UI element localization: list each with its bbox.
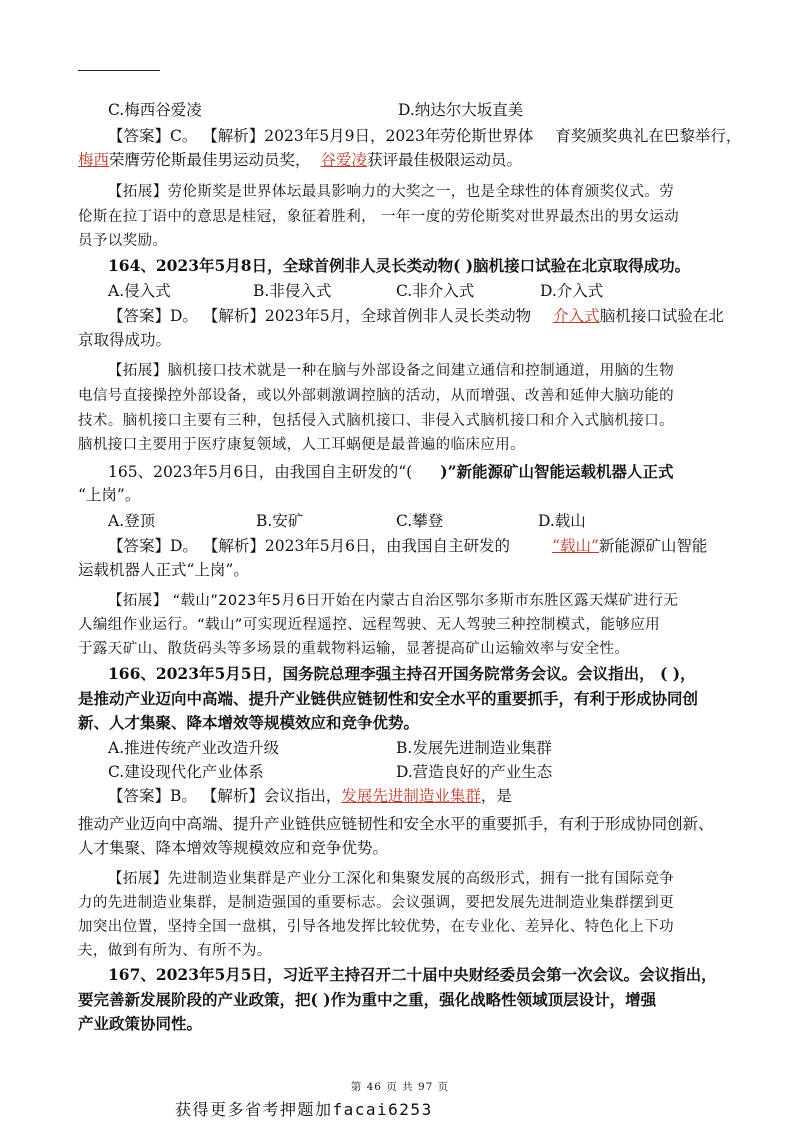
q165-extension: 人编组作业运行。“载山”可实现近程遥控、远程驾驶、无人驾驶三种控制模式，能够应用 bbox=[78, 617, 661, 633]
promo-text: 获得更多省考押题加facai6253 bbox=[175, 1100, 433, 1119]
q164-extension: 技术。脑机接口主要有三种，包括侵入式脑机接口、非侵入式脑机接口和介入式脑机接口。 bbox=[78, 413, 674, 429]
q166-question: 是推动产业迈向中高端、提升产业链供应链韧性和安全水平的重要抓手，有利于形成协同创 bbox=[78, 689, 699, 708]
q166-answer-line3: 人才集聚、降本增效等规模效应和竞争优势。 bbox=[78, 839, 389, 857]
q163-extension: 【拓展】劳伦斯奖是世界体坛最具影响力的大奖之一，也是全球性的体育颁奖仪式。劳 bbox=[108, 184, 675, 200]
option-c: C.非介入式 bbox=[396, 282, 475, 300]
option-b: B.发展先进制造业集群 bbox=[396, 739, 552, 757]
highlight-answer: 梅西 bbox=[78, 151, 110, 169]
q165-question-line2: “上岗”。 bbox=[78, 486, 141, 504]
q164-question: 164、2023年5月8日，全球首例非人灵长类动物( )脑机接口试验在北京取得成功。 bbox=[108, 256, 691, 275]
q166-answer-line1: 【答案】B。 【解析】会议指出，发展先进制造业集群，是 bbox=[108, 787, 512, 805]
option-c: C.建设现代化产业体系 bbox=[108, 763, 264, 781]
q166-answer-line2: 推动产业迈向中高端、提升产业链供应链韧性和安全水平的重要抓手，有利于形成协同创新、 bbox=[78, 815, 714, 833]
q165-question-line1: 165、2023年5月6日，由我国自主研发的“( )”新能源矿山智能运载机器人正式 bbox=[108, 462, 674, 481]
option-b: B.安矿 bbox=[256, 512, 304, 530]
q165-extension: 于露天矿山、散货码头等多场景的重载物料运输，显著提高矿山运输效率与安全性。 bbox=[78, 641, 630, 657]
q164-extension: 【拓展】脑机接口技术就是一种在脑与外部设备之间建立通信和控制通道，用脑的生物 bbox=[108, 363, 675, 379]
highlight-answer: 发展先进制造业集群 bbox=[341, 787, 481, 805]
q165-extension: 【拓展】 “载山”2023年5月6日开始在内蒙古自治区鄂尔多斯市东胜区露天煤矿进行无 bbox=[108, 593, 679, 609]
option-b: B.非侵入式 bbox=[253, 282, 332, 300]
q164-answer-line2: 京取得成功。 bbox=[78, 331, 172, 349]
option-d: D.营造良好的产业生态 bbox=[396, 763, 553, 781]
q164-answer-line1: 【答案】D。 【解析】2023年5月，全球首例非人灵长类动物 介入式脑机接口试验在北 bbox=[108, 307, 724, 325]
q166-extension: 夫，做到有所为、有所不为。 bbox=[78, 943, 272, 959]
q167-question: 167、2023年5月5日，习近平主持召开二十届中央财经委员会第一次会议。会议指出， bbox=[108, 965, 717, 984]
option-d: D.载山 bbox=[538, 512, 586, 530]
q166-question: 新、人才集聚、降本增效等规模效应和竞争优势。 bbox=[78, 713, 420, 732]
option-a: A.登顶 bbox=[108, 512, 156, 530]
q166-extension: 力的先进制造业集群，是制造强国的重要标志。会议强调，要把发展先进制造业集群摆到更 bbox=[78, 895, 674, 911]
option-c: C.攀登 bbox=[396, 512, 444, 530]
q164-extension: 脑机接口主要用于医疗康复领域，人工耳蜗便是最普遍的临床应用。 bbox=[78, 437, 525, 453]
option-a: A.侵入式 bbox=[108, 282, 171, 300]
highlight-answer: “载山” bbox=[552, 537, 599, 555]
q167-question: 要完善新发展阶段的产业政策，把( )作为重中之重，强化战略性领域顶层设计，增强 bbox=[78, 990, 657, 1009]
q167-question: 产业政策协同性。 bbox=[78, 1014, 203, 1033]
header-rule bbox=[78, 70, 160, 71]
q165-answer-line1: 【答案】D。 【解析】2023年5月6日，由我国自主研发的 “载山”新能源矿山智能 bbox=[108, 537, 708, 555]
q165-answer-line2: 运载机器人正式“上岗”。 bbox=[78, 561, 249, 579]
q166-extension: 加突出位置，坚持全国一盘棋，引导各地发挥比较优势，在专业化、差异化、特色化上下功 bbox=[78, 919, 674, 935]
option-d: D.介入式 bbox=[540, 282, 604, 300]
page-number: 第 46 页 共 97 页 bbox=[350, 1081, 450, 1093]
option-c: C.梅西谷爱凌 bbox=[108, 101, 202, 119]
option-a: A.推进传统产业改造升级 bbox=[108, 739, 280, 757]
highlight-answer: 谷爱凌 bbox=[320, 151, 368, 169]
q163-answer-line2: 梅西荣膺劳伦斯最佳男运动员奖， 谷爱凌获评最佳极限运动员。 bbox=[78, 151, 523, 169]
q166-extension: 【拓展】先进制造业集群是产业分工深化和集聚发展的高级形式，拥有一批有国际竞争 bbox=[108, 871, 675, 887]
q164-extension: 电信号直接操控外部设备，或以外部刺激调控脑的活动，从而增强、改善和延伸大脑功能的 bbox=[78, 388, 674, 404]
q163-extension: 员予以奖励。 bbox=[78, 233, 168, 249]
q163-answer-line1: 【答案】C。 【解析】2023年5月9日，2023年劳伦斯世界体 育奖颁奖典礼在巴黎举行， bbox=[108, 127, 742, 145]
q166-question: 166、2023年5月5日，国务院总理李强主持召开国务院常务会议。会议指出， ( )， bbox=[108, 664, 696, 683]
highlight-answer: 介入式 bbox=[553, 307, 600, 325]
option-d: D.纳达尔大坂直美 bbox=[398, 101, 524, 119]
q163-extension: 伦斯在拉丁语中的意思是桂冠，象征着胜利， 一年一度的劳伦斯奖对世界最杰出的男女运动 bbox=[78, 209, 680, 225]
